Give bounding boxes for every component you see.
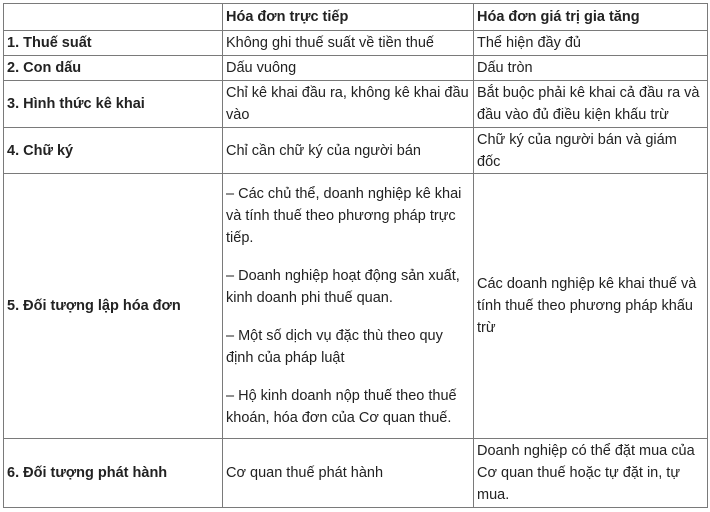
table-row-stamp	[4, 56, 708, 81]
row-label: 1. Thuế suất	[4, 31, 223, 56]
cell-text: Dấu vuông	[226, 60, 297, 76]
table-row-signature	[4, 128, 708, 174]
cell-text: Thể hiện đầy đủ	[477, 35, 581, 51]
cell-text: Dấu tròn	[477, 60, 533, 76]
cell-text: Chỉ cần chữ ký của người bán	[226, 142, 421, 159]
cell-paragraph: – Các chủ thể, doanh nghiệp kê khai và tính thuế theo phương pháp trực tiếp.	[226, 186, 462, 246]
cell-text: Doanh nghiệp có thể đặt mua của Cơ quan thuế hoặc tự đặt in, tự mua.	[477, 443, 695, 503]
row-label: 6. Đối tượng phát hành	[4, 439, 223, 508]
cell-direct	[223, 31, 474, 56]
row-label: 4. Chữ ký	[4, 128, 223, 174]
cell-vat	[474, 174, 708, 439]
cell-paragraph: – Doanh nghiệp hoạt động sản xuất, kinh doanh phi thuế quan.	[226, 268, 460, 306]
table-header-row	[4, 4, 708, 31]
cell-vat	[474, 31, 708, 56]
cell-vat	[474, 439, 708, 508]
cell-direct	[223, 81, 474, 128]
table-row-tax-rate	[4, 31, 708, 56]
row-label: 5. Đối tượng lập hóa đơn	[4, 174, 223, 439]
cell-text: Chữ ký của người bán và giám đốc	[477, 131, 677, 170]
header-cell-blank	[4, 4, 223, 31]
cell-text: Không ghi thuế suất về tiền thuế	[226, 35, 434, 51]
cell-direct	[223, 128, 474, 174]
cell-text: Chỉ kê khai đầu ra, không kê khai đầu vào	[226, 85, 469, 123]
table-row-declaration	[4, 81, 708, 128]
header-cell-vat-invoice: Hóa đơn giá trị gia tăng	[474, 4, 708, 31]
cell-vat	[474, 81, 708, 128]
row-label: 2. Con dấu	[4, 56, 223, 81]
cell-text: Cơ quan thuế phát hành	[226, 465, 384, 481]
cell-text: Bắt buộc phải kê khai cả đầu ra và đầu vào đủ điều kiện khấu trừ	[477, 85, 700, 123]
cell-direct	[223, 174, 474, 439]
cell-vat	[474, 128, 708, 174]
comparison-table	[3, 3, 708, 508]
table-row-issuer-subjects	[4, 174, 708, 439]
cell-text: Các doanh nghiệp kê khai thuế và tính thuế theo phương pháp khấu trừ	[477, 276, 697, 336]
header-cell-direct-invoice: Hóa đơn trực tiếp	[223, 4, 474, 31]
cell-direct	[223, 439, 474, 508]
cell-paragraph: – Hộ kinh doanh nộp thuế theo thuế khoán, hóa đơn của Cơ quan thuế.	[226, 388, 457, 426]
row-label: 3. Hình thức kê khai	[4, 81, 223, 128]
cell-vat	[474, 56, 708, 81]
table-row-publisher	[4, 439, 708, 508]
cell-paragraph: – Một số dịch vụ đặc thù theo quy định của pháp luật	[226, 328, 443, 366]
cell-direct	[223, 56, 474, 81]
